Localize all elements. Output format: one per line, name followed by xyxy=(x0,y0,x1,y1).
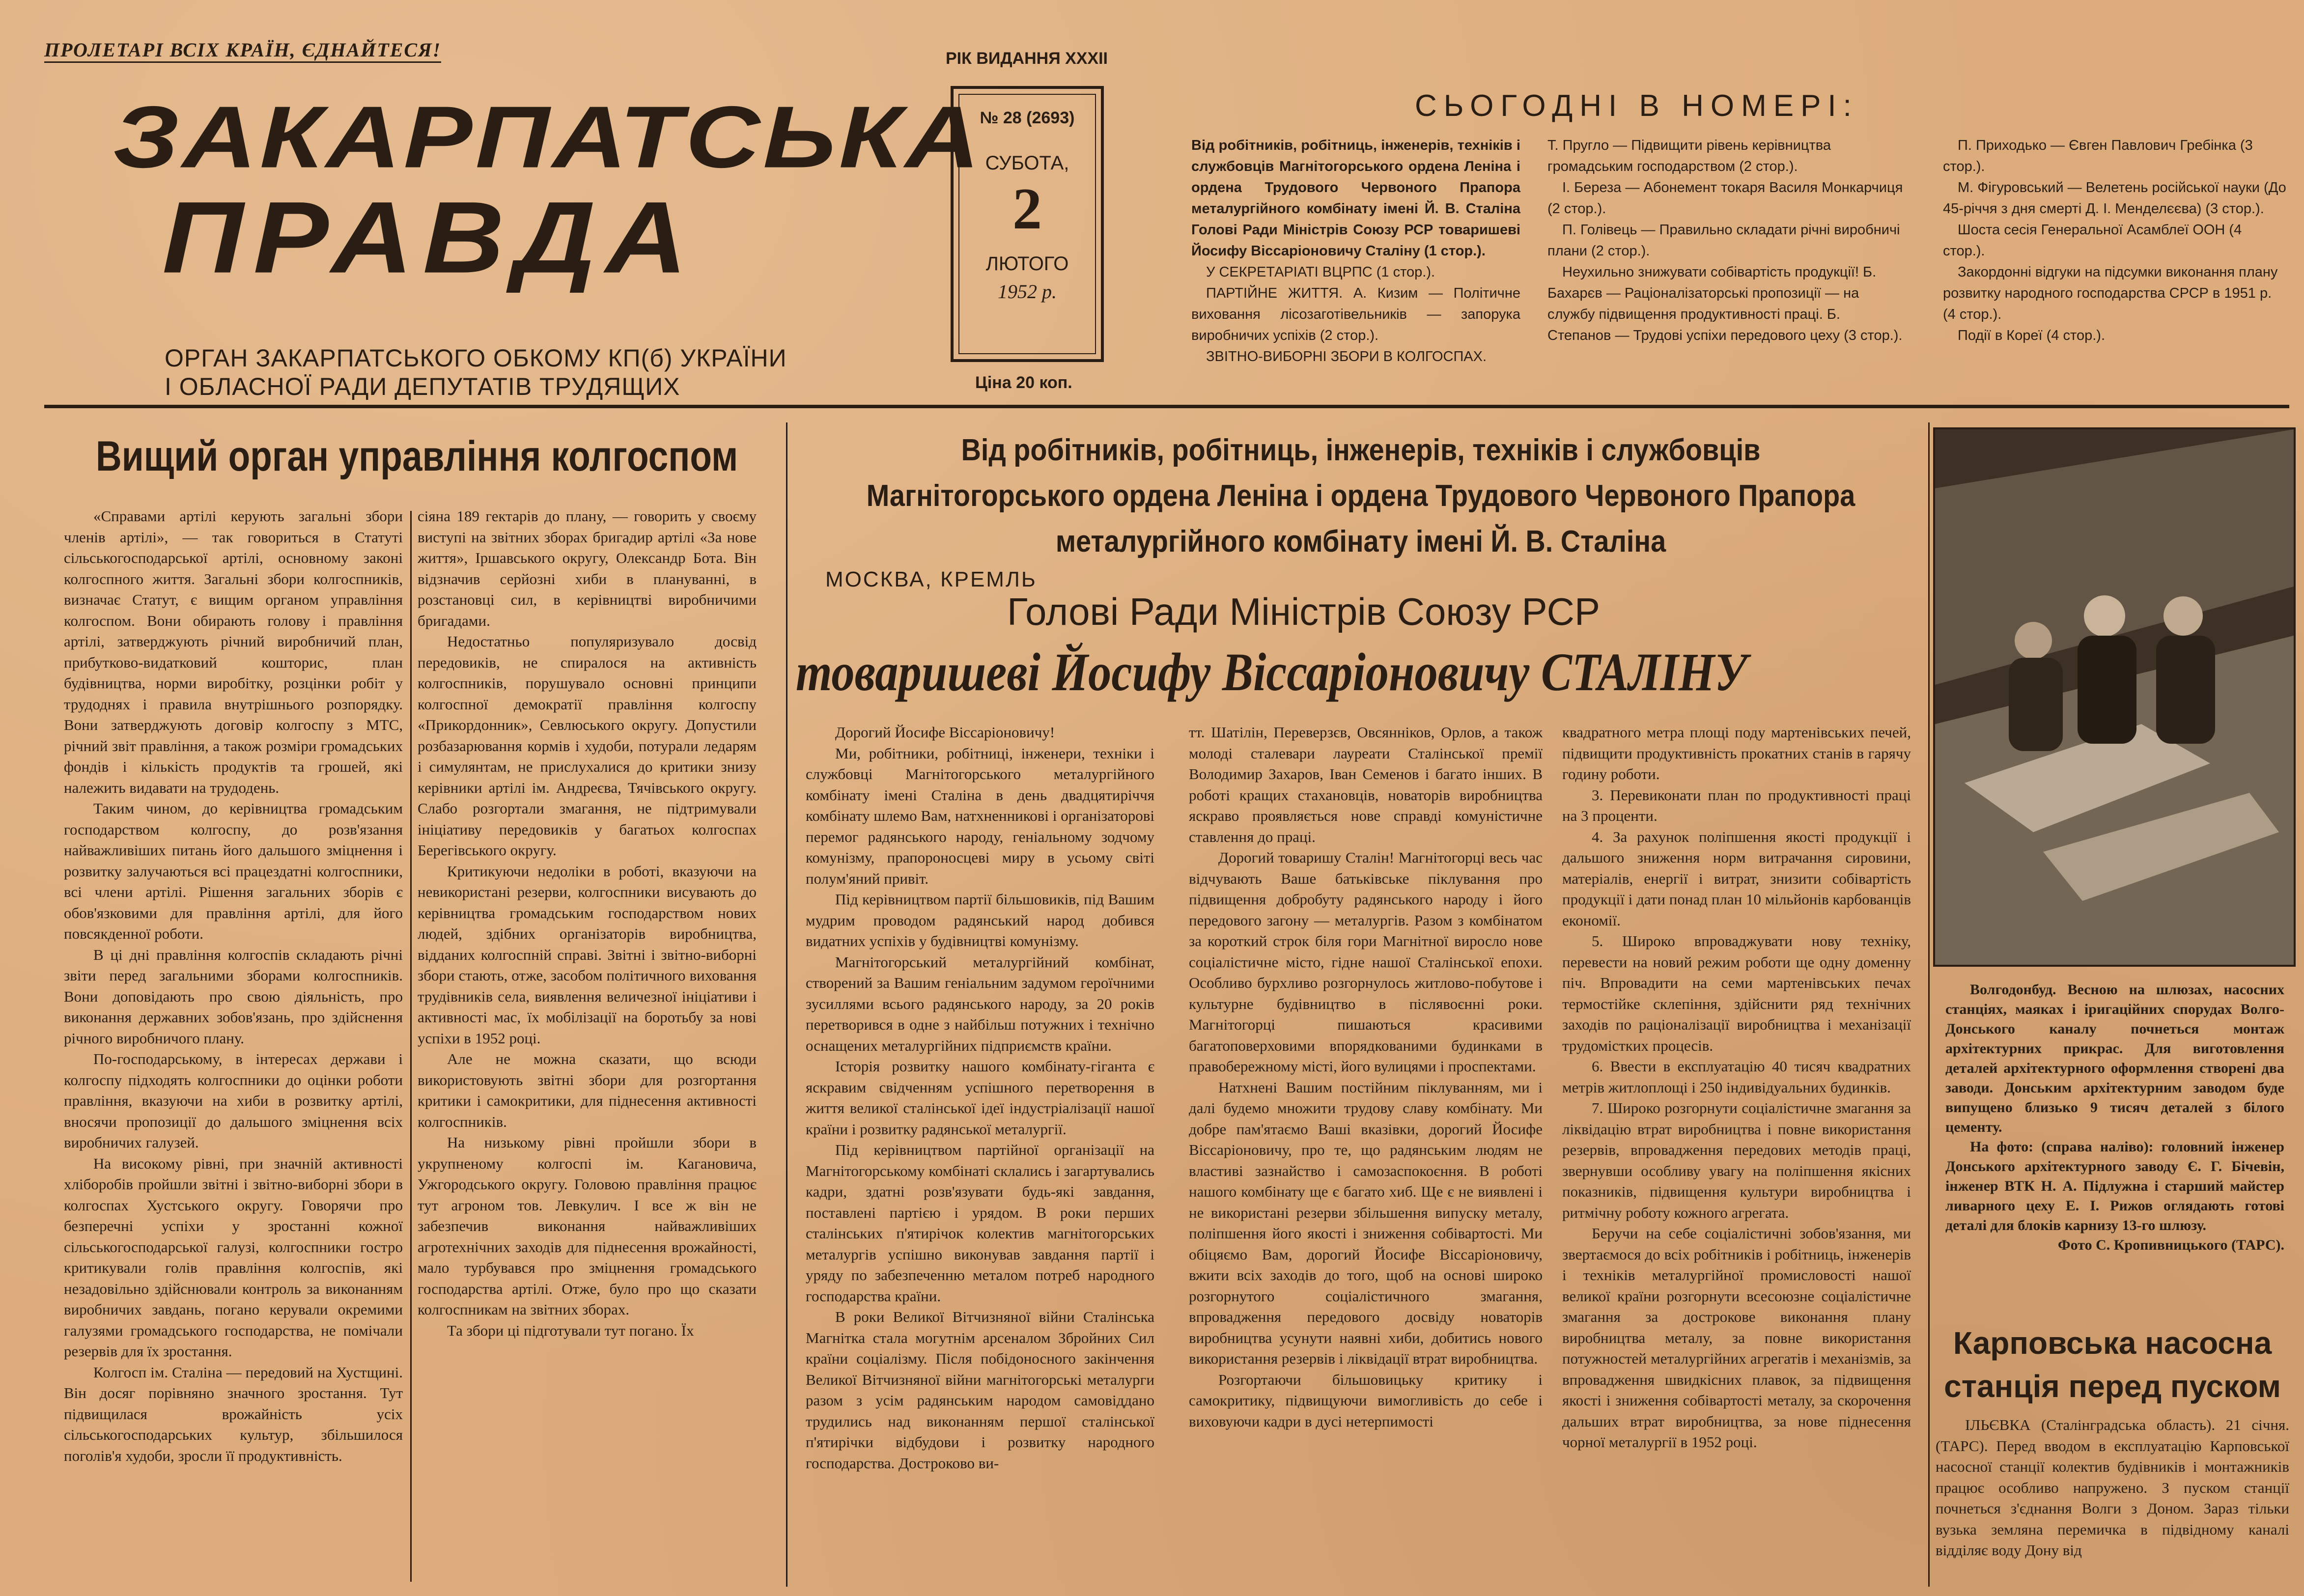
paragraph: Дорогий Йосифе Віссаріоновичу! xyxy=(835,724,1055,741)
paragraph: Але не можна сказати, що всюди використовують звітні збори для розгортання критики і самокритики, для піднесення активності колгоспників. xyxy=(418,1050,757,1130)
paragraph: Під керівництвом партії більшовиків, під Вашим мудрим проводом радянський народ добився видатних успіхів у будівництві комунізму. xyxy=(806,891,1154,950)
issue-year: 1952 р. xyxy=(998,280,1057,303)
paragraph: В ці дні правління колгоспів складають річні звіти перед загальними зборами колгоспників. Вони доповідають про свою діяльність, про виконання державних зобов'язань, про здійснення річного виробничого плану. xyxy=(64,946,403,1047)
paragraph: сіяна 189 гектарів до плану, — говорить у своєму виступі на звітних зборах бригадир артілі «За нове життя», Іршавського округу, Олександр Бота. Він відзначив серйозні хиби в плануванні, в розстановці сил, в керівництві виробничими бригадами. xyxy=(418,507,757,629)
contents-item: Неухильно знижувати собівартість продукції! Б. Бахарєв — Раціоналізаторські пропозиції — на службу підвищення продуктивності праці. Б. Степанов — Трудові успіхи передового цеху (3 стор.). xyxy=(1547,264,1903,343)
paragraph: На високому рівні, при значній активності хліборобів пройшли звітні і звітно-виборні збори в колгоспах Хустського округу. Говорячи про безперечні успіхи у зростанні кожної сільськогосподарської галузі, колгоспники гостро критикували голів правління колгоспів, які незадовільно здійснювали контроль за виконанням виробничих завдань, погано керували окремими галузями громадського господарства, не помічали резервів для їх зростання. xyxy=(64,1154,403,1360)
paragraph: Ми, робітники, робітниці, інженери, техніки і службовці Магнітогорського металургійного комбінату імені Сталіна в день двадцятиріччя комбінату шлемо Вам, натхненникові і організаторові перемог радянського народу, геніальному зодчому комунізму, прапороносцеві миру в усьому світі полум'яний привіт. xyxy=(806,744,1154,887)
paragraph: Недостатньо популяризувало досвід передовиків, не спиралося на активність колгоспників, порушувало основні принципи колгоспної демократії правління колгоспу «Прикордонник», Севлюського округу. Допустили розбазарювання кормів і худоби, потурали ледарям і симулянтам, не прислухалися до критики знизу керівники артілі ім. Андреєва, Тячівського округу. Слабо розгортали змагання, не підтримували ініціативу передовиків у багатьох колгоспах Берегівського округу. xyxy=(418,633,757,859)
paragraph: Під керівництвом партійної організації на Магнітогорському комбінаті склались і загартувались кадри, здатні розв'язувати будь-які завдання, поставлені партією і урядом. В роки перших сталінських п'ятирічок колектив магнітогорських металургів успішно виконував завдання партії і уряду по забезпеченню металом потреб народного господарства країни. xyxy=(806,1141,1154,1305)
photo-caption-note: На фото: (справа наліво): головний інженер Донського архітектурного заводу Є. Г. Бічевін, інженер ВТК Н. А. Підлужна і старший майстер ливарного цеху Е. І. Рижов оглядають готові деталі для блоків карнизу 13-го шлюзу. xyxy=(1945,1139,2284,1233)
column-divider xyxy=(786,422,787,1587)
left-article-column-2 xyxy=(418,506,757,1341)
main-article-column-2 xyxy=(1189,722,1543,1432)
paragraph: В роки Великої Вітчизняної війни Сталінська Магнітка стала могутнім арсеналом Збройних Сил країни соціалізму. Після побідоносного закінчення Великої Вітчизняної війни магнітогорські металурги разом з усім радянським народом самовіддано трудились над виконанням першої сталінської п'ятирічки відбудови і розвитку народного господарства. Достроково ви- xyxy=(806,1308,1154,1472)
main-article-addressee-1: Голові Ради Міністрів Союзу РСР xyxy=(1007,590,1600,633)
issue-date: 2 xyxy=(1012,176,1042,241)
paragraph: 4. За рахунок поліпшення якості продукції і дальшого зниження норм витрачання сировини, матеріалів, енергії і витрат, знизити собівартість продукції і дати понад план 10 мільйонів карбованців економії. xyxy=(1562,828,1911,929)
main-article-column-1 xyxy=(806,722,1154,1474)
contents-column-2 xyxy=(1547,135,1906,346)
price: Ціна 20 коп. xyxy=(975,373,1072,392)
organ-line2: І ОБЛАСНОЇ РАДИ ДЕПУТАТІВ ТРУДЯЩИХ xyxy=(165,373,680,400)
contents-item: П. Приходько — Євген Павлович Гребінка (3 стор.). xyxy=(1943,138,2253,174)
contents-item: ПАРТІЙНЕ ЖИТТЯ. А. Кизим — Політичне виховання лісозаготівельників — запорука виробничих успіхів (2 стор.). xyxy=(1191,285,1520,343)
paragraph: Розгортаючи більшовицьку критику і самокритику, підвищуючи вимогливість до себе і виховуючи кадри в дусі нетерпимості xyxy=(1189,1371,1543,1430)
column-divider xyxy=(1928,422,1930,1587)
today-in-issue-title: СЬОГОДНІ В НОМЕРІ: xyxy=(1415,89,1858,123)
masthead-title-line2: ПРАВДА xyxy=(162,180,697,294)
paragraph: 7. Широко розгорнути соціалістичне змагання за ліквідацію втрат виробництва і повне використання резервів, впровадження передових методів праці, звернувши особливу увагу на поліпшення якісних показників, підвищення культури виробництва і ритмічну роботу кожного агрегата. xyxy=(1562,1099,1911,1221)
right-headline-line2: станція перед пуском xyxy=(1944,1369,2281,1404)
organ-line1: ОРГАН ЗАКАРПАТСЬКОГО ОБКОМУ КП(б) УКРАЇНИ xyxy=(165,344,787,372)
paragraph: тт. Шатілін, Переверзєв, Овсянніков, Орлов, а також молоді сталевари лауреати Сталінської премії Володимир Захаров, Іван Семенов і багато інших. В роботі кращих стахановців, новаторів виробництва яскраво проявляється нове справді комуністичне ставлення до праці. xyxy=(1189,724,1543,845)
right-headline-line1: Карповська насосна xyxy=(1953,1325,2272,1361)
contents-item: П. Голівець — Правильно складати річні виробничі плани (2 стор.). xyxy=(1547,222,1900,259)
contents-item: Закордонні відгуки на підсумки виконання плану розвитку народного господарства СРСР в 1951 р. (4 стор.). xyxy=(1943,264,2278,322)
news-photo xyxy=(1933,427,2296,967)
paragraph: Та збори ці підготували тут погано. Їх xyxy=(447,1321,694,1339)
paragraph: Критикуючи недоліки в роботі, вказуючи на невикористані резерви, колгоспники висувають до керівництва громадським господарством нових людей, здібних організаторів виробництва, відданих колгоспній справі. Звітні і звітно-виборні збори стають, отже, засобом політичного виховання трудівників села, виявлення величезної ініціативи і активності мас, їх мобілізації на боротьбу за нові успіхи в 1952 році. xyxy=(418,862,757,1047)
contents-item: Події в Кореї (4 стор.). xyxy=(1958,328,2105,343)
masthead-title-line1: ЗАКАРПАТСЬКА xyxy=(113,87,983,186)
paragraph: 3. Перевиконати план по продуктивності праці на 3 проценти. xyxy=(1562,786,1911,824)
paragraph: 6. Ввести в експлуатацію 40 тисяч квадратних метрів житлоплощі і 250 індивідуальних будинків. xyxy=(1562,1058,1911,1096)
publication-year: РІК ВИДАННЯ XXXII xyxy=(946,49,1108,68)
slogan: ПРОЛЕТАРІ ВСІХ КРАЇН, ЄДНАЙТЕСЯ! xyxy=(44,38,441,63)
paragraph: квадратного метра площі поду мартенівських печей, підвищити продуктивність прокатних станів в гарячу годину роботи. xyxy=(1562,724,1911,783)
main-article-location: МОСКВА, КРЕМЛЬ xyxy=(825,567,1037,591)
paragraph: По-господарському, в інтересах держави і колгоспу підходять колгоспники до оцінки роботи правління, вказуючи на хиби в розвитку артілі, вносячи пропозиції до дальшого зміцнення всіх виробничих галузей. xyxy=(64,1050,403,1151)
issue-number: № 28 (2693) xyxy=(980,109,1075,127)
main-article-addressee-2: товаришеві Йосифу Віссаріоновичу СТАЛІНУ xyxy=(796,642,1747,702)
contents-column-1 xyxy=(1191,135,1520,367)
photo-credit: Фото С. Кропивницького (ТАРС). xyxy=(2057,1237,2284,1253)
issue-weekday: СУБОТА, xyxy=(985,152,1069,174)
paragraph: 5. Широко впроваджувати нову техніку, перевести на новий режим роботи ще одну доменну піч. Впровадити на семи мартенівських печах термостійке склепіння, здійснити ряд технічних заходів по раціоналізації виробництва і механізації трудомістких процесів. xyxy=(1562,932,1911,1054)
contents-column-3 xyxy=(1943,135,2287,346)
contents-item: І. Береза — Абонемент токаря Василя Монкарчиця (2 стор.). xyxy=(1547,180,1903,217)
photo-illustration xyxy=(1935,429,2294,965)
right-article-headline xyxy=(1936,1321,2289,1408)
contents-item: М. Фігуровський — Велетень російської науки (До 45-річчя з дня смерті Д. І. Менделєєва) (3 стор.). xyxy=(1943,180,2286,217)
contents-item: Від робітників, робітниць, інженерів, техніків і службовців Магнітогорського ордена Леніна і ордена Трудового Червоного Прапора металургійного комбінату імені Й. В. Сталіна Голові Ради Міністрів Союзу РСР товаришеві Йосифу Віссаріоновичу Сталіну (1 стор.). xyxy=(1191,138,1520,259)
organ-subtitle xyxy=(165,344,787,401)
paragraph: Дорогий товаришу Сталін! Магнітогорці весь час відчувають Ваше батьківське піклування про підвищення добробуту радянського народу і його передового загону — металургів. Разом з комбінатом за короткий строк біля гори Магнітної виросло нове соціалістичне місто, гідне нашої Сталінської епохи. Особливо бурхливо розгорнулось житлово-побутове і культурне будівництво в післявоєнні роки. Магнітогорці пишаються красивими багатоповерховими впорядкованими будинками в правобережному місті, його вулицями і проспектами. xyxy=(1189,849,1543,1075)
paragraph: Колгосп ім. Сталіна — передовий на Хустщині. Він досяг порівняно значного зростання. Тут підвищилася врожайність усіх сільськогосподарських культур, збільшилося поголів'я худоби, зросли її продуктивність. xyxy=(64,1363,403,1464)
contents-item: ЗВІТНО-ВИБОРНІ ЗБОРИ В КОЛГОСПАХ. xyxy=(1206,349,1487,364)
paragraph: Магнітогорський металургійний комбінат, створений за Вашим геніальним задумом героїчними зусиллями всього радянського народу, за 20 років перетворився в одне з найбільш потужних і технічно оснащених металургійних підприємств країни. xyxy=(806,953,1154,1054)
right-article-text xyxy=(1936,1415,2289,1561)
contents-item: Т. Пругло — Підвищити рівень керівництва громадським господарством (2 стор.). xyxy=(1547,138,1831,174)
paragraph: ІЛЬЄВКА (Сталінградська область). 21 січня. (ТАРС). Перед вводом в експлуатацію Карповської насосної станції колектив будівників і монтажників працює особливо напружено. З пуском станції почнеться з'єднання Волги з Доном. Зараз тільки вузька земляна перемичка в підвідному каналі відділяє воду Дону від xyxy=(1936,1416,2289,1559)
photo-caption-text: Волгодонбуд. Весною на шлюзах, насосних станціях, маяках і іригаційних спорудах Волго-Донського каналу почнеться монтаж архітектурних прикрас. Для виготовлення деталей архітектурного оформлення створені два заводи. Донським архітектурним заводом буде випущено близько 9 тисяч деталей з білого цементу. xyxy=(1945,981,2284,1135)
left-article-headline: Вищий орган управління колгоспом xyxy=(96,433,738,480)
paragraph: «Справами артілі керують загальні збори членів артілі», — так говориться в Статуті сільськогосподарської артілі, основному законі колгоспного життя. Загальні збори колгоспників, визначає Статут, є вищим органом управління колгоспом. Вони обирають голову і правління артілі, затверджують річний виробничий план, прибутково-видатковий кошторис, план будівництва, норми виробітку, розцінки робіт у трудоднях і правила внутрішнього розпорядку. Вони затверджують договір колгоспу з МТС, річний звіт правління, а також розміри громадських фондів і кількість продуктів та грошей, які належить видавати на трудодень. xyxy=(64,507,403,796)
left-article-column-1 xyxy=(64,506,403,1466)
contents-item: Шоста сесія Генеральної Асамблеї ООН (4 стор.). xyxy=(1943,222,2242,259)
main-article-column-3 xyxy=(1562,722,1911,1453)
paragraph: Натхнені Вашим постійним піклуванням, ми і далі будемо множити трудову славу комбінату. Ми добре пам'ятаємо Ваші вказівки, дорогий Йосифе Віссаріоновичу, про те, що радянським людям не властиві зазнайство і самозаспокоєння. В роботі нашого комбінату ще є багато хиб. Ще є не виявлені і не використані резерви збільшення випуску металу, поліпшення його якості і зниження собівартості. Ми обіцяємо Вам, дорогий Йосифе Віссаріоновичу, вжити всіх заходів до того, щоб на основі широко розгорнутого соціалістичного змагання, впровадження передового досвіду новаторів виробництва усунути наявні хиби, добитись нового використання резервів і ліквідації втрат виробництва. xyxy=(1189,1078,1543,1367)
main-article-heading: Від робітників, робітниць, інженерів, техніків і службовців Магнітогорського ордена Леніна і ордена Трудового Червоного Прапора металургійного комбінату імені Й. В. Сталіна xyxy=(866,433,1855,559)
paragraph: Історія розвитку нашого комбінату-гіганта є яскравим свідченням успішного перетворення в життя великої сталінської ідеї індустріалізації нашої країни і розвитку радянської металургії. xyxy=(806,1058,1154,1138)
paragraph: Беручи на себе соціалістичні зобов'язання, ми звертаємося до всіх робітників і робітниць, інженерів і техніків металургійної промисловості нашої великої країни розгорнути всесоюзне соціалістичне змагання за дострокове виконання плану виробництва металу, за повне використання потужностей металургійних агрегатів і механізмів, за впровадження швидкісних плавок, за підвищення якості і зниження собівартості металу, за скорочення дальших втрат виробництва, за нове піднесення чорної металургії в 1952 році. xyxy=(1562,1225,1911,1451)
issue-box xyxy=(951,86,1104,362)
photo-caption xyxy=(1945,980,2284,1255)
header-rule xyxy=(44,405,2289,408)
issue-month: ЛЮТОГО xyxy=(985,253,1069,275)
paragraph: На низькому рівні пройшли збори в укрупненому колгоспі ім. Кагановича, Ужгородського округу. Головою правління працює тут агроном тов. Левкулич. І все ж він не забезпечив виконання найважливіших агротехнічних заходів для піднесення врожайності, мало турбувався про зміцнення громадського господарства артілі. Отже, було про що сказати колгоспникам на звітних зборах. xyxy=(418,1134,757,1318)
paragraph: Таким чином, до керівництва громадським господарством колгоспу, до розв'язання найважливіших питань його дальшого зміцнення і розвитку залучаються всі працездатні колгоспники, всі члени артілі. Рішення загальних зборів є обов'язковими для правління артілі, для його повсякденної роботи. xyxy=(64,800,403,942)
column-divider xyxy=(410,511,412,1582)
contents-item: У СЕКРЕТАРІАТІ ВЦРПС (1 стор.). xyxy=(1206,264,1435,280)
